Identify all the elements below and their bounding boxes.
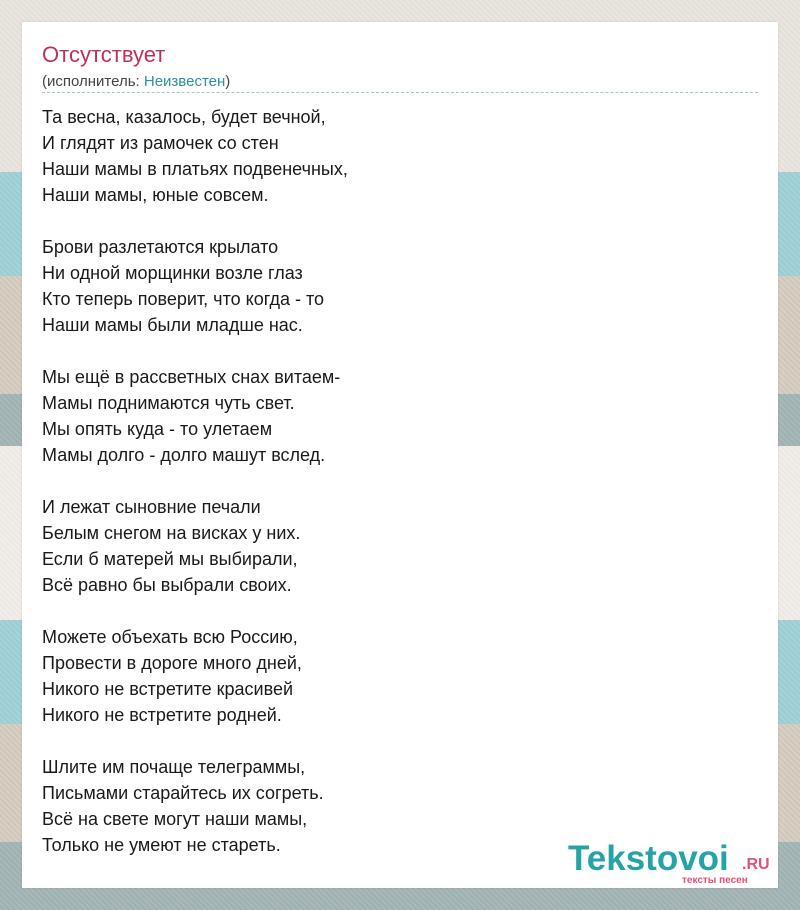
site-logo[interactable]: [568, 840, 778, 888]
lyric-line: Можете объехать всю Россию,: [42, 627, 298, 647]
lyrics-card: [22, 22, 778, 888]
artist-link[interactable]: Неизвестен: [143, 73, 226, 90]
lyric-line: Та весна, казалось, будет вечной,: [42, 107, 326, 127]
artist-suffix: ): [225, 73, 231, 90]
artist-line: [42, 72, 230, 92]
lyric-line: Письмами старайтесь их согреть.: [42, 783, 324, 803]
lyric-line: И глядят из рамочек со стен: [42, 133, 279, 153]
artist-prefix: (исполнитель:: [42, 73, 144, 90]
lyric-line: Только не умеют не стареть.: [42, 835, 281, 855]
lyric-line: И лежат сыновние печали: [42, 497, 261, 517]
lyric-line: Ни одной морщинки возле глаз: [42, 263, 303, 283]
lyrics-stanza: [42, 624, 742, 728]
lyric-line: Никого не встретите красивей: [42, 679, 294, 699]
lyric-line: Мамы долго - долго машут вслед.: [42, 445, 326, 465]
song-title: Отсутствует: [42, 42, 166, 67]
lyric-line: Белым снегом на висках у них.: [42, 523, 301, 543]
lyric-line: Шлите им почаще телеграммы,: [42, 757, 306, 777]
lyric-line: Наши мамы в платьях подвенечных,: [42, 159, 348, 179]
lyric-line: Мамы поднимаются чуть свет.: [42, 393, 295, 413]
lyrics-text: [42, 104, 742, 884]
lyrics-stanza: [42, 234, 742, 338]
lyric-line: Всё равно бы выбрали своих.: [42, 575, 292, 595]
lyric-line: Если б матерей мы выбирали,: [42, 549, 298, 569]
lyric-line: Наши мамы, юные совсем.: [42, 185, 269, 205]
lyric-line: Мы опять куда - то улетаем: [42, 419, 273, 439]
logo-tagline: тексты песен: [682, 875, 748, 886]
lyric-line: Наши мамы были младше нас.: [42, 315, 303, 335]
lyric-line: Кто теперь поверит, что когда - то: [42, 289, 325, 309]
lyric-line: Никого не встретите родней.: [42, 705, 282, 725]
lyrics-stanza: [42, 494, 742, 598]
lyrics-stanza: [42, 364, 742, 468]
logo-domain: .RU: [742, 856, 770, 873]
lyric-line: Мы ещё в рассветных снах витаем-: [42, 367, 341, 387]
lyric-line: Провести в дороге много дней,: [42, 653, 302, 673]
title-divider: [42, 92, 758, 93]
logo-wordmark: Tekstovoi: [568, 839, 729, 878]
lyric-line: Всё на свете могут наши мамы,: [42, 809, 308, 829]
lyric-line: Брови разлетаются крылато: [42, 237, 279, 257]
lyrics-stanza: [42, 104, 742, 208]
